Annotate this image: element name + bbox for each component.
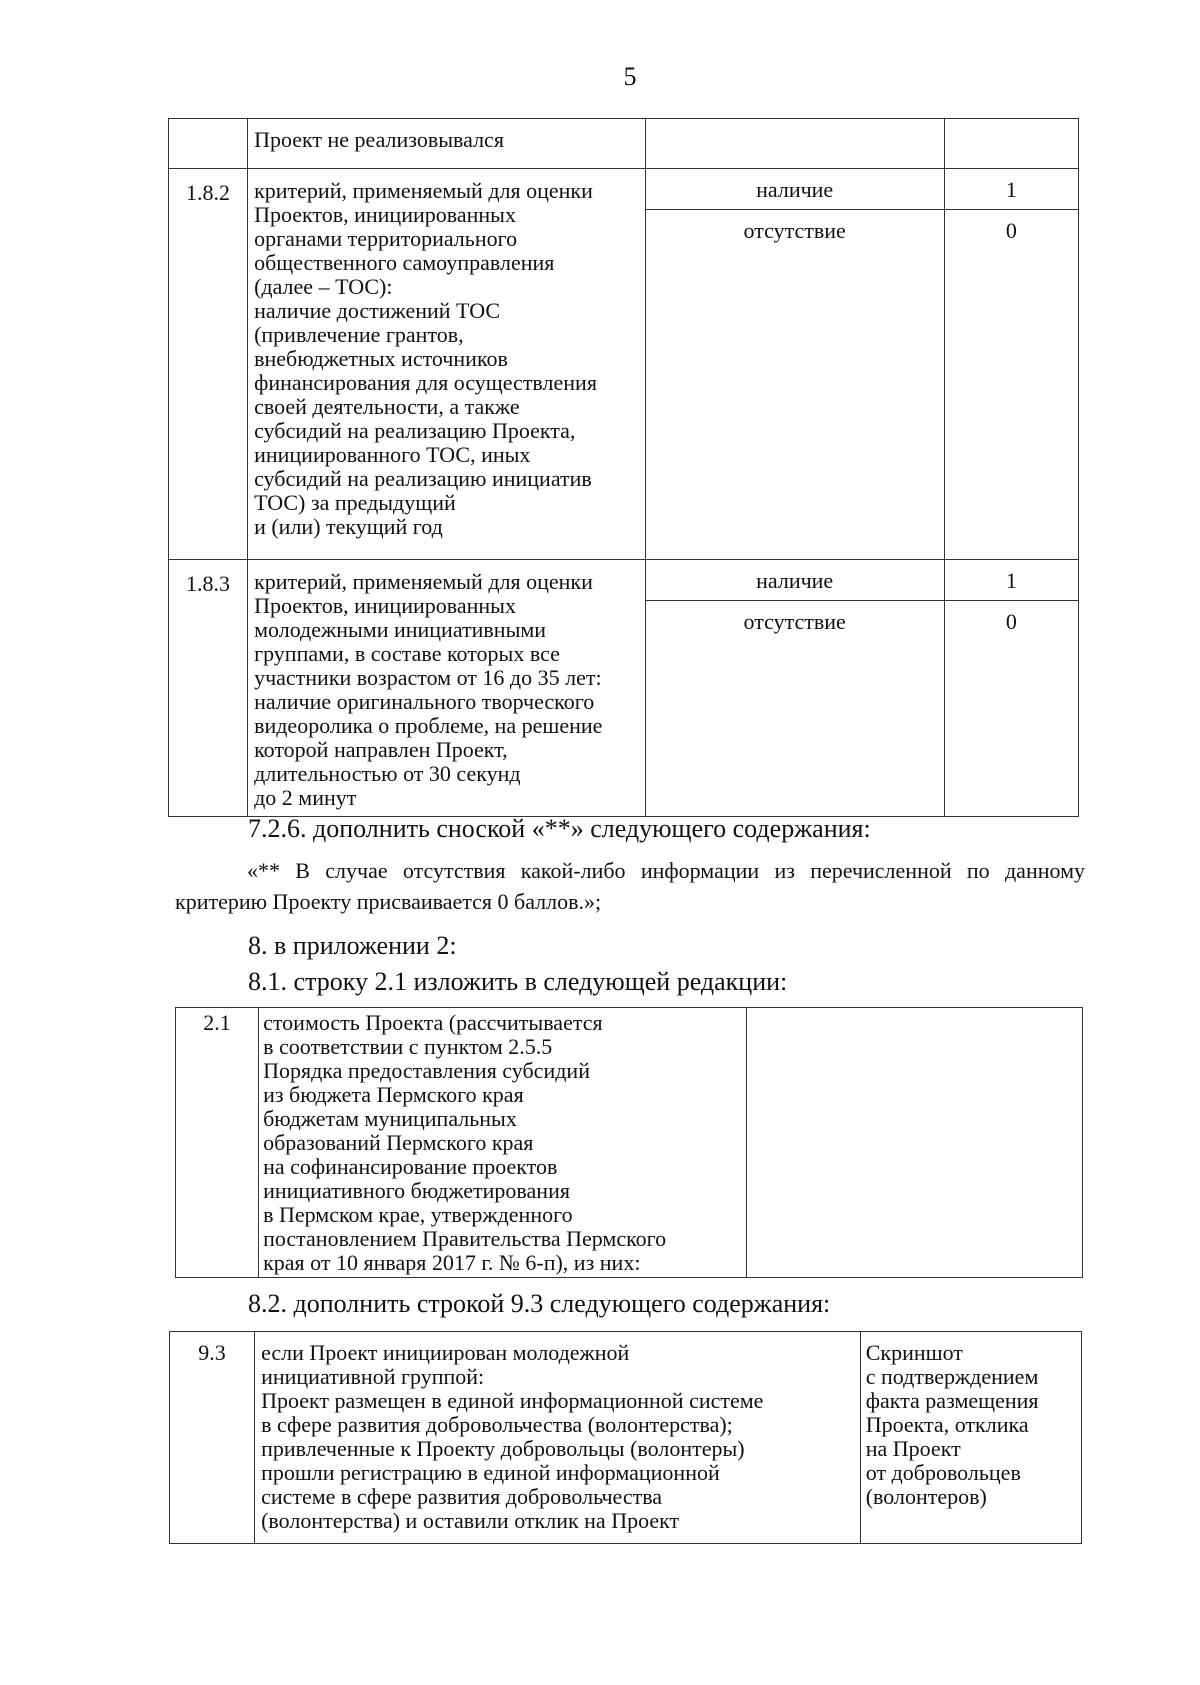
paragraph-8: 8. в приложении 2: <box>248 931 457 960</box>
confirmation-document: Скриншот с подтверждением факта размещения Проекта, отклика на Проект от добровольцев (волонтеров) <box>860 1332 1081 1544</box>
criterion-text: критерий, применяемый для оценки Проектов, инициированных органами территориального общественного самоуправления (далее – ТОС): наличие достижений ТОС (привлечение грантов, внебюджетных источников финансирования для осуществления своей деятельности, а также субсидий на реализацию Проекта, инициированного ТОС, иных субсидий на реализацию инициатив ТОС) за предыдущий и (или) текущий год <box>248 169 645 560</box>
scores-cell <box>944 560 1078 817</box>
row-number: 9.3 <box>170 1332 255 1544</box>
cost-description: стоимость Проекта (рассчитывается в соответствии с пунктом 2.5.5 Порядка предоставления субсидий из бюджета Пермского края бюджетам муниципальных образований Пермского края на софинансирование проектов инициативного бюджетирования в Пермском крае, утвержденного постановлением Правительства Пермского края от 10 января 2017 г. № 6-п), из них: <box>259 1008 747 1278</box>
option-label: отсутствие <box>646 209 944 249</box>
option-label: отсутствие <box>646 600 944 640</box>
row-9-3-table <box>169 1331 1082 1544</box>
table-row <box>169 119 1079 169</box>
condition-text: если Проект инициирован молодежной инициативной группой: Проект размещен в единой информационной системе в сфере развития добровольчества (волонтерства); привлеченные к Проекту добровольцы (волонтеры) прошли регистрацию в единой информационной системе в сфере развития добровольчества (волонтерства) и оставили отклик на Проект <box>255 1332 861 1544</box>
options-cell <box>645 560 944 817</box>
row-number: 2.1 <box>176 1008 259 1278</box>
footnote-text: «** В случае отсутствия какой-либо информации из перечисленной по данному критерию Проекту присваивается 0 баллов.»; <box>175 858 1085 914</box>
row-number <box>169 119 248 169</box>
paragraph-7-2-6: 7.2.6. дополнить сноской «**» следующего содержания: <box>248 814 871 843</box>
row-number: 1.8.2 <box>169 169 248 560</box>
scores-cell <box>944 169 1078 560</box>
table-row <box>176 1008 1083 1278</box>
paragraph-8-2: 8.2. дополнить строкой 9.3 следующего содержания: <box>248 1289 831 1318</box>
page-number: 5 <box>623 62 637 91</box>
paragraph-8-1: 8.1. строку 2.1 изложить в следующей редакции: <box>248 967 788 996</box>
option-label: наличие <box>756 568 834 593</box>
table-row <box>169 169 1079 560</box>
score-value: 0 <box>945 600 1078 640</box>
empty-cell <box>746 1008 1082 1278</box>
table-row <box>170 1332 1082 1544</box>
row-2-1-table <box>175 1007 1083 1278</box>
score-value: 0 <box>945 209 1078 249</box>
criteria-table <box>168 118 1079 817</box>
options-cell <box>645 169 944 560</box>
score-value: 1 <box>1005 568 1017 593</box>
table-row <box>169 560 1079 817</box>
criterion-text: Проект не реализовывался <box>248 119 645 169</box>
empty-cell <box>944 119 1078 169</box>
score-value: 1 <box>1005 177 1017 202</box>
option-label: наличие <box>756 177 834 202</box>
empty-cell <box>645 119 944 169</box>
row-number: 1.8.3 <box>169 560 248 817</box>
criterion-text: критерий, применяемый для оценки Проектов, инициированных молодежными инициативными группами, в составе которых все участники возрастом от 16 до 35 лет: наличие оригинального творческого видеоролика о проблеме, на решение которой направлен Проект, длительностью от 30 секунд до 2 минут <box>248 560 645 817</box>
